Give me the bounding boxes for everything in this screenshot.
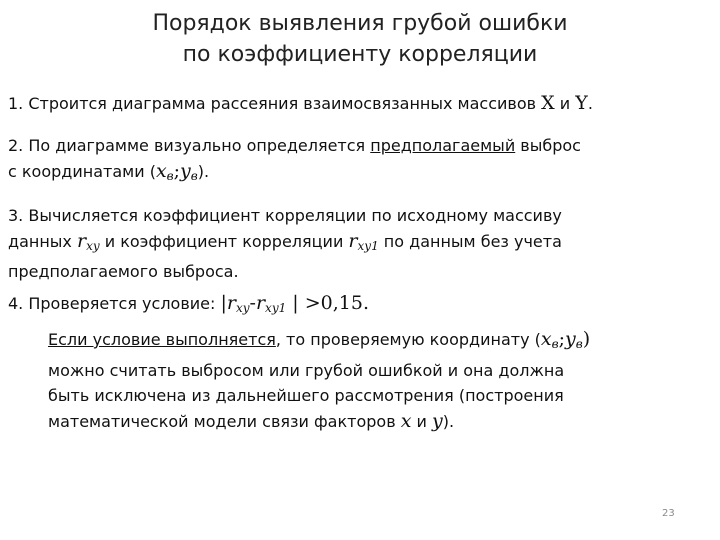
- factor-y: y: [432, 409, 443, 432]
- cond-r-xy-sub: xy: [235, 301, 250, 315]
- step-2-line-1: [8, 133, 712, 159]
- abs-close: |: [286, 292, 299, 314]
- detail-line-3: быть исключена из дальнейшего рассмотрения (построения: [48, 386, 564, 405]
- condition-underlined: Если условие выполняется: [48, 330, 276, 349]
- coord-y-sub: в: [190, 168, 198, 183]
- step-2: [8, 133, 712, 189]
- var-x: X: [541, 92, 555, 114]
- threshold: >0,15.: [298, 292, 369, 314]
- step-3-post: по данным без учета: [378, 231, 562, 251]
- detail-line-4-post: ).: [442, 411, 455, 431]
- coord-x: x: [155, 159, 167, 182]
- step-1: [8, 91, 712, 117]
- coord-y: y: [180, 159, 191, 182]
- step-1-text: 1. Строится диаграмма рассеяния взаимосвязанных массивов: [8, 94, 542, 113]
- minus-sign: -: [249, 292, 256, 314]
- step-3: [8, 203, 712, 285]
- period: .: [587, 94, 593, 113]
- detail-post: , то проверяемую координату (: [275, 330, 541, 349]
- detail-x-sub: в: [551, 337, 559, 351]
- coord-x-sub: в: [166, 168, 174, 183]
- coords-pre: с координатами (: [8, 161, 156, 181]
- coords-post: ).: [197, 161, 210, 181]
- detail-line-2: можно считать выбросом или грубой ошибкой и она должна: [48, 360, 565, 380]
- page-number: 23: [662, 508, 675, 519]
- detail-sep: ;: [558, 328, 565, 350]
- step-3-line-2: [8, 229, 712, 260]
- step-4-pre: 4. Проверяется условие:: [8, 294, 221, 313]
- step-3-pre: данных: [8, 231, 77, 251]
- r-xy: r: [76, 229, 87, 252]
- detail-close: ): [582, 328, 591, 350]
- step-2-line-2: [8, 159, 712, 190]
- step-3-mid: и коэффициент корреляции: [99, 231, 349, 251]
- factor-x: x: [400, 409, 412, 432]
- abs-open: |: [220, 292, 227, 314]
- step-4-detail: [48, 327, 712, 434]
- title-line-2: по коэффициенту корреляции: [182, 42, 538, 67]
- step-3-line-3: предполагаемого выброса.: [8, 262, 239, 281]
- detail-x: x: [540, 328, 552, 350]
- cond-r-xy1-sub: xy1: [265, 301, 287, 315]
- detail-line-4-pre: математической модели связи факторов: [48, 411, 401, 431]
- title-line-1: Порядок выявления грубой ошибки: [152, 11, 568, 36]
- r-xy1-sub: xy1: [357, 238, 379, 253]
- r-xy-sub: xy: [86, 238, 100, 253]
- underlined-word: предполагаемый: [370, 136, 516, 155]
- r-xy1: r: [348, 229, 358, 252]
- slide-title: [0, 8, 720, 70]
- detail-line-1: [48, 327, 712, 358]
- detail-y: y: [565, 328, 576, 350]
- detail-line-4: [48, 409, 712, 435]
- detail-y-sub: в: [575, 337, 583, 351]
- var-y: Y: [575, 92, 588, 114]
- step-2-pre: 2. По диаграмме визуально определяется: [8, 136, 371, 155]
- factor-and: и: [411, 411, 432, 431]
- and-text: и: [554, 94, 576, 113]
- coord-sep: ;: [173, 159, 181, 182]
- step-4: [8, 291, 712, 322]
- cond-r-xy: r: [226, 292, 236, 314]
- cond-r-xy1: r: [255, 292, 266, 314]
- step-3-line-1: 3. Вычисляется коэффициент корреляции по исходному массиву: [8, 206, 562, 225]
- step-2-post: выброс: [515, 136, 581, 155]
